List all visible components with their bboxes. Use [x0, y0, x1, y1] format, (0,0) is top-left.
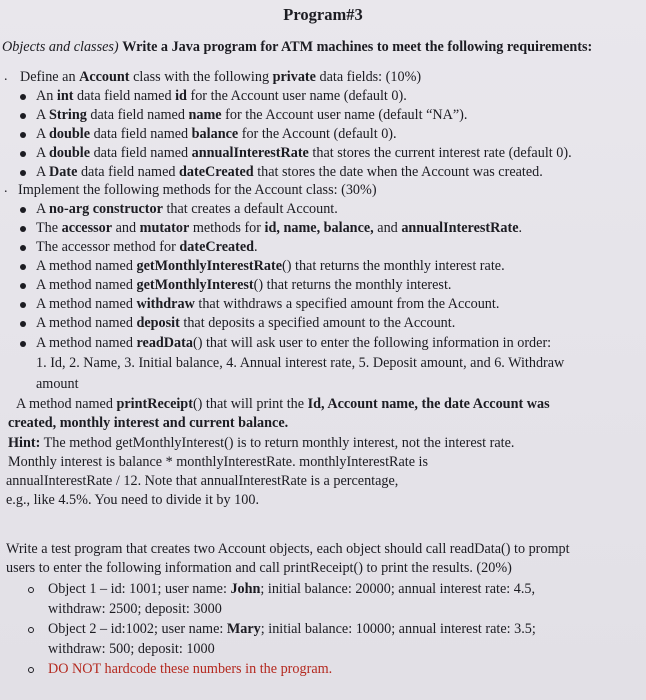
field-balance: A double data field named balance for the Account (default 0). [36, 126, 397, 142]
method-readdata: A method named readData() that will ask user to enter the following information in order: [36, 335, 552, 351]
object1-line2: withdraw: 2500; deposit: 3000 [48, 601, 222, 617]
method-monthly-rate: A method named getMonthlyInterestRate() that returns the monthly interest rate. [36, 258, 505, 274]
test-line1: Write a test program that creates two Account objects, each object should call readData() to prompt [6, 541, 570, 557]
bullet-icon [20, 321, 26, 327]
method-withdraw: A method named withdraw that withdraws a specified amount from the Account. [36, 296, 500, 312]
field-date-created: A Date data field named dateCreated that stores the date when the Account was created. [36, 164, 543, 180]
hint-line4: e.g., like 4.5%. You need to divide it by 100. [6, 492, 259, 508]
section2-marker: . [4, 181, 8, 196]
bullet-icon [20, 132, 26, 138]
bullet-icon [20, 341, 26, 347]
readdata-order-cont: amount [36, 376, 79, 392]
print-receipt-line: A method named printReceipt() that will print the Id, Account name, the date Account was [16, 396, 550, 412]
circle-bullet-icon [28, 587, 34, 593]
method-deposit: A method named deposit that deposits a specified amount to the Account. [36, 315, 456, 331]
readdata-order: 1. Id, 2. Name, 3. Initial balance, 4. Annual interest rate, 5. Deposit amount, and 6. Withdraw [36, 355, 565, 371]
hint-line3: annualInterestRate / 12. Note that annualInterestRate is a percentage, [6, 473, 399, 489]
circle-bullet-icon [28, 627, 34, 633]
test-line2: users to enter the following information and call printReceipt() to print the results. (20%) [6, 560, 512, 576]
object2-line1: Object 2 – id:1002; user name: Mary; initial balance: 10000; annual interest rate: 3.5; [48, 621, 536, 637]
circle-bullet-icon [28, 667, 34, 673]
bullet-icon [20, 245, 26, 251]
section1-heading: Define an Account class with the following private data fields: (10%) [20, 69, 422, 85]
field-annual-rate: A double data field named annualInterestRate that stores the current interest rate (default 0). [36, 145, 572, 161]
bullet-icon [20, 283, 26, 289]
hint-line1: Hint: The method getMonthlyInterest() is to return monthly interest, not the interest rate. [8, 435, 515, 451]
method-date-accessor: The accessor method for dateCreated. [36, 239, 258, 255]
page-title: Program#3 [283, 5, 363, 24]
bullet-icon [20, 170, 26, 176]
object1-line1: Object 1 – id: 1001; user name: John; initial balance: 20000; annual interest rate: 4.5, [48, 581, 536, 597]
method-constructor: A no-arg constructor that creates a default Account. [36, 201, 338, 217]
section1-marker: . [4, 69, 8, 84]
field-name: A String data field named name for the Account user name (default “NA”). [36, 107, 468, 123]
bullet-icon [20, 226, 26, 232]
hardcode-note: DO NOT hardcode these numbers in the program. [48, 661, 333, 677]
object2-line2: withdraw: 500; deposit: 1000 [48, 641, 215, 657]
method-monthly-interest: A method named getMonthlyInterest() that returns the monthly interest. [36, 277, 452, 293]
bullet-icon [20, 302, 26, 308]
intro-bold: Write a Java program for ATM machines to meet the following requirements: [122, 39, 593, 55]
print-receipt-line2: created, monthly interest and current balance. [8, 415, 289, 431]
method-accessors: The accessor and mutator methods for id, name, balance, and annualInterestRate. [36, 220, 523, 236]
hint-line2: Monthly interest is balance * monthlyInterestRate. monthlyInterestRate is [8, 454, 429, 470]
bullet-icon [20, 94, 26, 100]
field-id: An int data field named id for the Account user name (default 0). [36, 88, 407, 104]
bullet-icon [20, 113, 26, 119]
intro-line [2, 38, 592, 56]
bullet-icon [20, 264, 26, 270]
section2-heading: Implement the following methods for the Account class: (30%) [18, 182, 377, 198]
intro-italic: Objects and classes) [2, 39, 119, 55]
bullet-icon [20, 151, 26, 157]
bullet-icon [20, 207, 26, 213]
